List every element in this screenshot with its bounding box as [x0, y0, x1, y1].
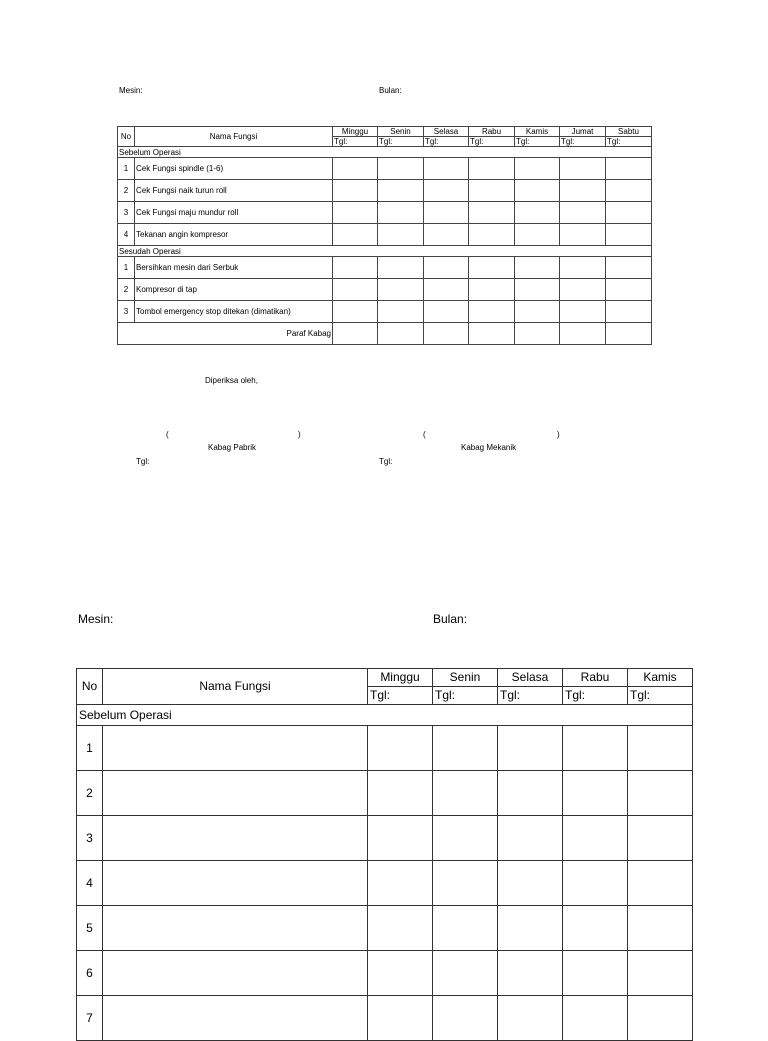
tgl-cell[interactable]: Tgl:: [424, 137, 469, 147]
check-cell[interactable]: [333, 158, 378, 180]
check-cell[interactable]: [560, 180, 606, 202]
check-cell[interactable]: [560, 301, 606, 323]
row-function-name[interactable]: [103, 951, 368, 996]
table-row: [118, 301, 652, 323]
tgl-cell[interactable]: Tgl:: [498, 687, 563, 705]
check-cell[interactable]: [378, 224, 424, 246]
check-cell[interactable]: [433, 726, 498, 771]
row-number: 7: [77, 996, 103, 1041]
check-cell[interactable]: [424, 257, 469, 279]
sign-right-tgl: Tgl:: [379, 457, 393, 466]
check-cell[interactable]: [378, 301, 424, 323]
tgl-cell[interactable]: Tgl:: [515, 137, 560, 147]
header-day: Selasa: [424, 127, 469, 137]
row-function-name: Cek Fungsi spindle (1-6): [135, 158, 333, 180]
check-cell[interactable]: [560, 279, 606, 301]
header-day: Kamis: [515, 127, 560, 137]
check-cell[interactable]: [333, 301, 378, 323]
table-row: [77, 906, 693, 951]
section-sebelum-operasi: Sebelum Operasi: [118, 147, 652, 158]
check-cell[interactable]: [606, 180, 652, 202]
header-day: Jumat: [560, 127, 606, 137]
check-cell[interactable]: [515, 301, 560, 323]
check-cell[interactable]: [515, 158, 560, 180]
check-cell[interactable]: [606, 224, 652, 246]
tgl-cell[interactable]: Tgl:: [378, 137, 424, 147]
row-number: 3: [77, 816, 103, 861]
check-cell[interactable]: [433, 861, 498, 906]
check-cell[interactable]: [433, 906, 498, 951]
sign-left-tgl: Tgl:: [136, 457, 150, 466]
row-function-name[interactable]: [103, 771, 368, 816]
bulan-label: Bulan:: [379, 86, 402, 95]
check-cell[interactable]: [563, 726, 628, 771]
table-row: [77, 996, 693, 1041]
check-cell[interactable]: [424, 202, 469, 224]
check-cell[interactable]: [606, 158, 652, 180]
check-cell[interactable]: [606, 202, 652, 224]
check-cell[interactable]: [368, 771, 433, 816]
row-number: 3: [118, 202, 135, 224]
header-day: Sabtu: [606, 127, 652, 137]
check-cell[interactable]: [560, 202, 606, 224]
check-cell[interactable]: [378, 180, 424, 202]
check-cell[interactable]: [433, 951, 498, 996]
check-cell[interactable]: [433, 771, 498, 816]
check-cell[interactable]: [333, 180, 378, 202]
row-function-name[interactable]: [103, 726, 368, 771]
check-cell[interactable]: [498, 906, 563, 951]
row-number: 6: [77, 951, 103, 996]
header-day: Minggu: [368, 669, 433, 687]
row-function-name: Tombol emergency stop ditekan (dimatikan): [135, 301, 333, 323]
row-number: 3: [118, 301, 135, 323]
check-cell[interactable]: [378, 257, 424, 279]
tgl-cell[interactable]: Tgl:: [368, 687, 433, 705]
check-cell[interactable]: [560, 158, 606, 180]
tgl-cell[interactable]: Tgl:: [469, 137, 515, 147]
bulan-label-large: Bulan:: [433, 612, 468, 626]
check-cell[interactable]: [424, 224, 469, 246]
check-cell[interactable]: [469, 202, 515, 224]
paraf-cell[interactable]: [424, 323, 469, 345]
header-day: Rabu: [469, 127, 515, 137]
check-cell[interactable]: [469, 224, 515, 246]
row-function-name: Cek Fungsi maju mundur roll: [135, 202, 333, 224]
sign-right-open: (: [423, 430, 426, 439]
check-cell[interactable]: [469, 180, 515, 202]
row-function-name[interactable]: [103, 816, 368, 861]
table-row: [118, 224, 652, 246]
row-number: 1: [77, 726, 103, 771]
table-row: [77, 726, 693, 771]
check-cell[interactable]: [378, 202, 424, 224]
row-number: 5: [77, 906, 103, 951]
check-cell[interactable]: [378, 279, 424, 301]
check-cell[interactable]: [333, 224, 378, 246]
check-cell[interactable]: [424, 301, 469, 323]
section-sebelum-operasi: Sebelum Operasi: [77, 705, 693, 726]
check-cell[interactable]: [424, 279, 469, 301]
check-cell[interactable]: [469, 257, 515, 279]
check-cell[interactable]: [368, 996, 433, 1041]
sign-left-open: (: [166, 430, 169, 439]
sign-left-role: Kabag Pabrik: [208, 443, 257, 452]
check-cell[interactable]: [515, 224, 560, 246]
check-cell[interactable]: [606, 279, 652, 301]
header-day: Senin: [433, 669, 498, 687]
check-cell[interactable]: [333, 279, 378, 301]
check-cell[interactable]: [368, 906, 433, 951]
header-day: Selasa: [498, 669, 563, 687]
row-number: 1: [118, 158, 135, 180]
diperiksa-oleh: Diperiksa oleh,: [205, 376, 258, 385]
check-cell[interactable]: [560, 224, 606, 246]
check-cell[interactable]: [563, 996, 628, 1041]
check-cell[interactable]: [563, 906, 628, 951]
check-cell[interactable]: [628, 996, 693, 1041]
table-row: [118, 180, 652, 202]
check-cell[interactable]: [515, 279, 560, 301]
header-nama-fungsi: Nama Fungsi: [135, 127, 333, 147]
check-cell[interactable]: [498, 771, 563, 816]
sign-right-close: ): [557, 430, 560, 439]
tgl-cell[interactable]: Tgl:: [433, 687, 498, 705]
table-row: [118, 257, 652, 279]
check-cell[interactable]: [515, 257, 560, 279]
row-number: 2: [77, 771, 103, 816]
check-cell[interactable]: [606, 301, 652, 323]
table-row: [77, 951, 693, 996]
tgl-cell[interactable]: Tgl:: [563, 687, 628, 705]
row-number: 2: [118, 180, 135, 202]
check-cell[interactable]: [498, 861, 563, 906]
check-cell[interactable]: [606, 257, 652, 279]
check-cell[interactable]: [628, 726, 693, 771]
paraf-cell[interactable]: [378, 323, 424, 345]
check-cell[interactable]: [628, 771, 693, 816]
section-sesudah-operasi: Sesudah Operasi: [118, 246, 652, 257]
tgl-cell[interactable]: Tgl:: [333, 137, 378, 147]
tgl-cell[interactable]: Tgl:: [560, 137, 606, 147]
row-number: 1: [118, 257, 135, 279]
row-number: 4: [77, 861, 103, 906]
checklist-table-small: [117, 126, 652, 345]
paraf-cell[interactable]: [606, 323, 652, 345]
check-cell[interactable]: [628, 861, 693, 906]
paraf-cell[interactable]: [469, 323, 515, 345]
check-cell[interactable]: [368, 861, 433, 906]
tgl-cell[interactable]: Tgl:: [628, 687, 693, 705]
header-day: Rabu: [563, 669, 628, 687]
sign-right-role: Kabag Mekanik: [461, 443, 517, 452]
check-cell[interactable]: [333, 257, 378, 279]
check-cell[interactable]: [563, 816, 628, 861]
check-cell[interactable]: [469, 301, 515, 323]
row-function-name: Kompresor di tap: [135, 279, 333, 301]
check-cell[interactable]: [469, 279, 515, 301]
header-day: Senin: [378, 127, 424, 137]
row-number: 2: [118, 279, 135, 301]
header-day: Minggu: [333, 127, 378, 137]
tgl-cell[interactable]: Tgl:: [606, 137, 652, 147]
check-cell[interactable]: [433, 816, 498, 861]
row-function-name: Tekanan angin kompresor: [135, 224, 333, 246]
check-cell[interactable]: [424, 158, 469, 180]
check-cell[interactable]: [563, 771, 628, 816]
check-cell[interactable]: [378, 158, 424, 180]
check-cell[interactable]: [560, 257, 606, 279]
row-function-name[interactable]: [103, 996, 368, 1041]
check-cell[interactable]: [498, 951, 563, 996]
table-row: [77, 816, 693, 861]
check-cell[interactable]: [368, 816, 433, 861]
table-row: [77, 861, 693, 906]
row-function-name[interactable]: [103, 861, 368, 906]
check-cell[interactable]: [368, 726, 433, 771]
paraf-kabag-label: Paraf Kabag: [118, 323, 333, 345]
paraf-cell[interactable]: [560, 323, 606, 345]
check-cell[interactable]: [628, 816, 693, 861]
check-cell[interactable]: [563, 951, 628, 996]
check-cell[interactable]: [469, 158, 515, 180]
check-cell[interactable]: [424, 180, 469, 202]
table-row: [118, 202, 652, 224]
header-no: No: [118, 127, 135, 147]
table-row: [118, 158, 652, 180]
sign-left-close: ): [298, 430, 301, 439]
paraf-cell[interactable]: [333, 323, 378, 345]
header-day: Kamis: [628, 669, 693, 687]
check-cell[interactable]: [368, 951, 433, 996]
check-cell[interactable]: [498, 816, 563, 861]
mesin-label: Mesin:: [119, 86, 143, 95]
table-row: [77, 771, 693, 816]
check-cell[interactable]: [628, 951, 693, 996]
check-cell[interactable]: [515, 180, 560, 202]
row-function-name: Cek Fungsi naik turun roll: [135, 180, 333, 202]
check-cell[interactable]: [563, 861, 628, 906]
row-number: 4: [118, 224, 135, 246]
check-cell[interactable]: [628, 906, 693, 951]
header-no: No: [77, 669, 103, 705]
row-function-name: Bersihkan mesin dari Serbuk: [135, 257, 333, 279]
table-row: [118, 279, 652, 301]
header-nama-fungsi: Nama Fungsi: [103, 669, 368, 705]
check-cell[interactable]: [433, 996, 498, 1041]
check-cell[interactable]: [333, 202, 378, 224]
row-function-name[interactable]: [103, 906, 368, 951]
check-cell[interactable]: [498, 996, 563, 1041]
mesin-label-large: Mesin:: [78, 612, 114, 626]
check-cell[interactable]: [515, 202, 560, 224]
checklist-table-large: [76, 668, 693, 1041]
check-cell[interactable]: [498, 726, 563, 771]
paraf-cell[interactable]: [515, 323, 560, 345]
